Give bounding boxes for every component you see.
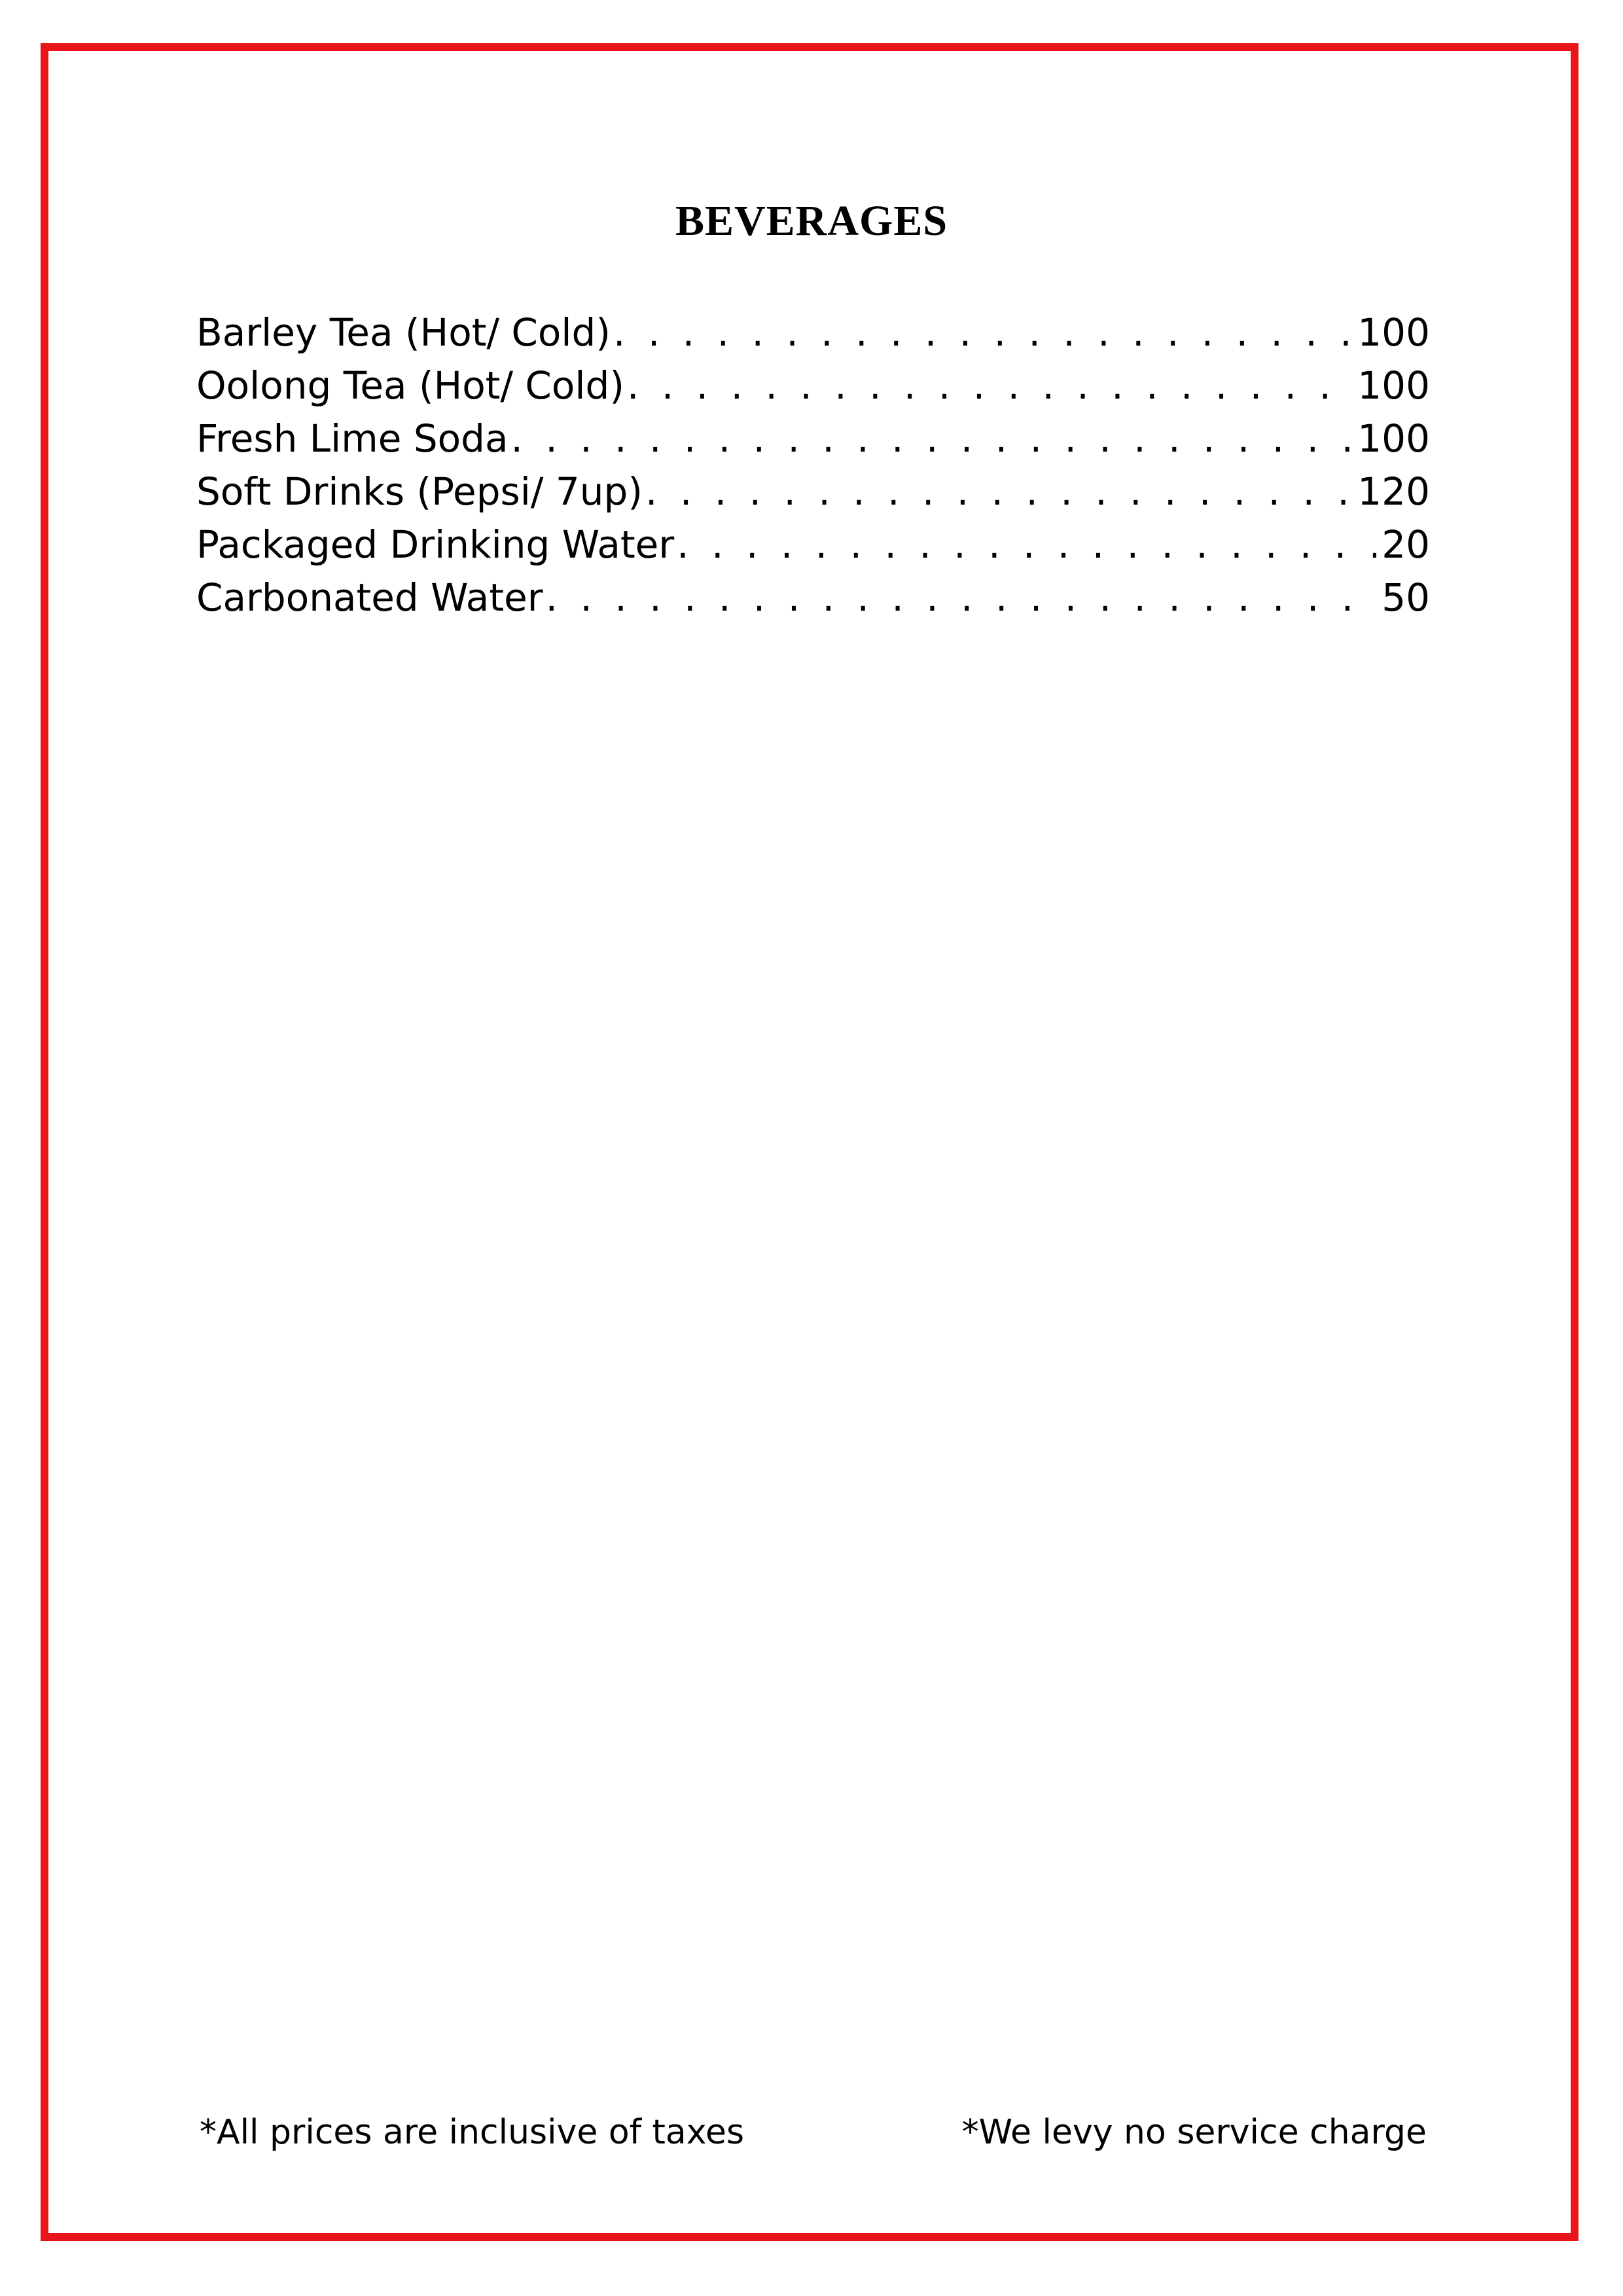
item-price: 100 <box>1357 416 1430 461</box>
dot-leader <box>511 412 1353 465</box>
dot-leader <box>613 306 1352 359</box>
dot-leader <box>627 359 1352 412</box>
beverage-list <box>196 306 1430 624</box>
item-name: Carbonated Water <box>196 575 543 620</box>
item-name: Packaged Drinking Water <box>196 522 675 567</box>
menu-item <box>196 412 1430 465</box>
menu-item <box>196 571 1430 624</box>
service-charge-note: *We levy no service charge <box>961 2113 1427 2152</box>
menu-item <box>196 359 1430 412</box>
dot-leader <box>546 571 1377 624</box>
item-name: Soft Drinks (Pepsi/ 7up) <box>196 469 643 514</box>
dot-leader <box>645 465 1352 518</box>
item-price: 100 <box>1357 310 1430 355</box>
item-price: 20 <box>1382 522 1430 567</box>
menu-item <box>196 518 1430 571</box>
menu-item <box>196 306 1430 359</box>
tax-note: *All prices are inclusive of taxes <box>200 2113 745 2152</box>
item-price: 50 <box>1382 575 1430 620</box>
item-name: Fresh Lime Soda <box>196 416 508 461</box>
item-price: 100 <box>1357 363 1430 408</box>
item-price: 120 <box>1357 469 1430 514</box>
item-name: Barley Tea (Hot/ Cold) <box>196 310 611 355</box>
menu-title: BEVERAGES <box>675 197 948 245</box>
dot-leader <box>677 518 1376 571</box>
menu-item <box>196 465 1430 518</box>
item-name: Oolong Tea (Hot/ Cold) <box>196 363 624 408</box>
